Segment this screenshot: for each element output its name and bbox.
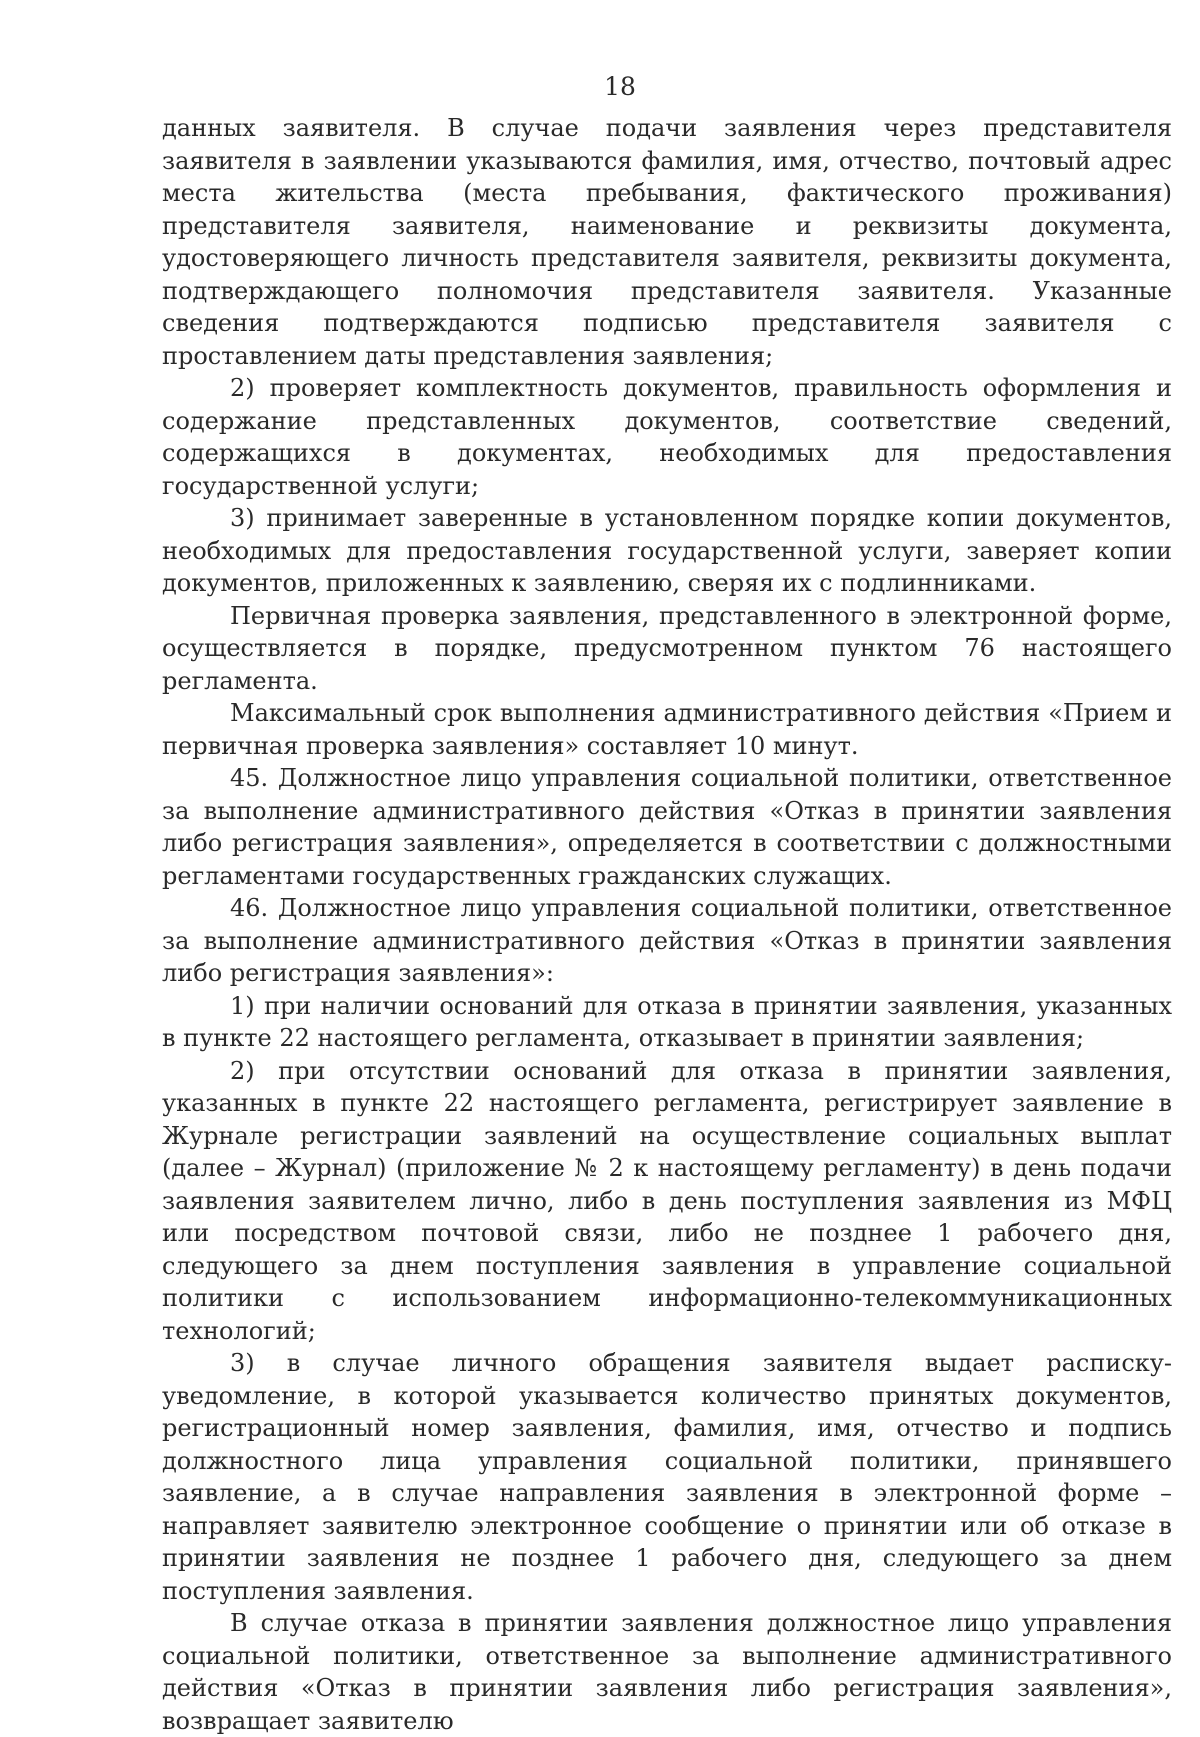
paragraph-item-3-accept-copies: 3) принимает заверенные в установленном порядке копии документов, необходимых для предоставления государственной услуги, заверяет копии документов, приложенных к заявлению, сверяя их с подлинниками. xyxy=(162,504,1172,597)
paragraph-clause-46-item-3: 3) в случае личного обращения заявителя выдает расписку-уведомление, в которой указывается количество принятых документов, регистрационный номер заявления, фамилия, имя, отчество и подпись должностного лица управления социальной политики, принявшего заявление, а в случае направления заявления в электронной форме – направляет заявителю электронное сообщение о принятии или об отказе в принятии заявления не позднее 1 рабочего дня, следующего за днем поступления заявления. xyxy=(162,1349,1172,1605)
paragraph-clause-46-item-2: 2) при отсутствии оснований для отказа в принятии заявления, указанных в пункте 22 настоящего регламента, регистрирует заявление в Журнале регистрации заявлений на осуществление социальных выплат (далее – Журнал) (приложение № 2 к настоящему регламенту) в день подачи заявления заявителем лично, либо в день поступления заявления из МФЦ или посредством почтовой связи, либо не позднее 1 рабочего дня, следующего за днем поступления заявления в управление социальной политики с использованием информационно-телекоммуникационных технологий; xyxy=(162,1056,1172,1345)
paragraph-electronic-check: Первичная проверка заявления, представленного в электронной форме, осуществляется в порядке, предусмотренном пунктом 76 настоящего регламента. xyxy=(162,601,1172,695)
paragraph-clause-46: 46. Должностное лицо управления социальной политики, ответственное за выполнение административного действия «Отказ в принятии заявления либо регистрация заявления»: xyxy=(162,894,1172,987)
document-body xyxy=(162,112,1172,1737)
paragraph-item-2-check-completeness: 2) проверяет комплектность документов, правильность оформления и содержание представленных документов, соответствие сведений, содержащихся в документах, необходимых для предоставления государственной услуги; xyxy=(162,374,1172,500)
paragraph-max-duration: Максимальный срок выполнения административного действия «Прием и первичная проверка заявления» составляет 10 минут. xyxy=(162,699,1172,760)
paragraph-refusal-case: В случае отказа в принятии заявления должностное лицо управления социальной политики, ответственное за выполнение административного действия «Отказ в принятии заявления либо регистрация заявления», возвращает заявителю xyxy=(162,1609,1172,1735)
paragraph-continuation: данных заявителя. В случае подачи заявления через представителя заявителя в заявлении указываются фамилия, имя, отчество, почтовый адрес места жительства (места пребывания, фактического проживания) представителя заявителя, наименование и реквизиты документа, удостоверяющего личность представителя заявителя, реквизиты документа, подтверждающего полномочия представителя заявителя. Указанные сведения подтверждаются подписью представителя заявителя с проставлением даты представления заявления; xyxy=(162,114,1172,370)
paragraph-clause-45: 45. Должностное лицо управления социальной политики, ответственное за выполнение административного действия «Отказ в принятии заявления либо регистрация заявления», определяется в соответствии с должностными регламентами государственных гражданских служащих. xyxy=(162,764,1172,890)
page-number: 18 xyxy=(604,72,636,101)
paragraph-clause-46-item-1: 1) при наличии оснований для отказа в принятии заявления, указанных в пункте 22 настоящего регламента, отказывает в принятии заявления; xyxy=(162,991,1172,1052)
